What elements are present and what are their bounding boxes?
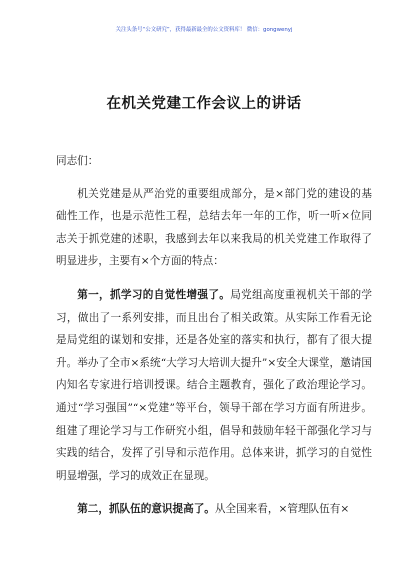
section-2 <box>56 498 372 521</box>
section-1-body: 局党组高度重视机关干部的学习，做出了一系列安排，而且出台了相关政策。从实际工作看无论是局党组的谋划和安排，还是各处室的落实和执行，都有了很大提升。举办了全市×系统“大学习大培训大提升”×安全大课堂，邀请国内知名专家进行培训授课。结合主题教育，强化了政治理论学习。通过“学习强国”“×党建”等平台，领导干部在学习方面有所进步。组建了理论学习与工作研究小组，倡导和鼓励年轻干部强化学习与实践的结合，发挥了引导和示范作用。总体来讲，抓学习的自觉性明显增强，学习的成效正在显现。 <box>56 288 373 482</box>
section-1-heading: 第一，抓学习的自觉性增强了。 <box>77 288 231 301</box>
section-1 <box>56 284 372 487</box>
header-banner: 关注头条号“公文研究”，获得最新最全的公文资料库！ 微信：gongwenyj <box>115 27 293 33</box>
intro-paragraph: 机关党建是从严治党的重要组成部分，是×部门党的建设的基础性工作，也是示范性工程，总结去年一年的工作，听一听×位同志关于抓党建的述职，我感到去年以来我局的机关党建工作取得了明显进步，主要有×个方面的特点： <box>56 187 372 268</box>
section-2-body: 从全国来看，×管理队伍有× <box>214 503 350 516</box>
document-title: 在机关党建工作会议上的讲话 <box>106 95 302 112</box>
section-2-heading: 第二，抓队伍的意识提高了。 <box>77 503 215 516</box>
document-body <box>56 150 372 532</box>
greeting: 同志们： <box>56 155 99 167</box>
